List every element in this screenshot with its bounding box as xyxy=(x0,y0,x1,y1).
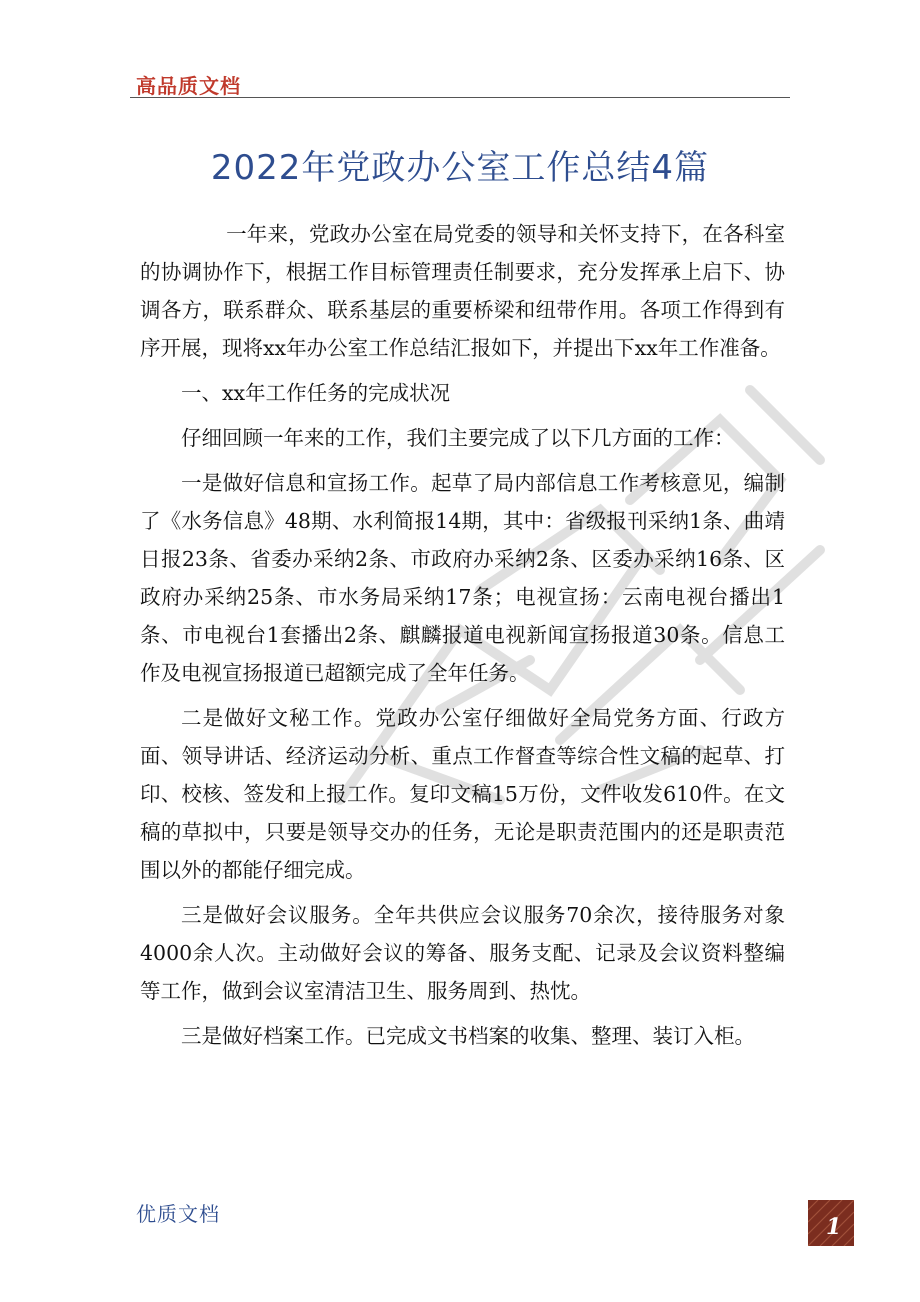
section-heading: 一、xx年工作任务的完成状况 xyxy=(181,381,451,405)
header-divider xyxy=(130,97,790,98)
paragraph: 一是做好信息和宣扬工作。起草了局内部信息工作考核意见，编制了《水务信息》48期、水利简报14期，其中：省级报刊采纳1条、曲靖日报23条、省委办采纳2条、市政府办采纳2条、区委办采纳16条、区政府办采纳25条、市水务局采纳17条；电视宣扬：云南电视台播出1条、市电视台1套播出2条、麒麟报道电视新闻宣扬报道30条。信息工作及电视宣扬报道已超额完成了全年任务。 xyxy=(140,471,785,685)
page-number: 1 xyxy=(826,1214,842,1240)
paragraph: 三是做好档案工作。已完成文书档案的收集、整理、装订入柜。 xyxy=(181,1024,755,1048)
paragraph-intro: 一年来，党政办公室在局党委的领导和关怀支持下，在各科室的协调协作下，根据工作目标管理责任制要求，充分发挥承上启下、协调各方，联系群众、联系基层的重要桥梁和纽带作用。各项工作得到有序开展，现将xx年办公室工作总结汇报如下，并提出下xx年工作准备。 xyxy=(140,222,785,360)
header-brand: 高品质文档 xyxy=(136,74,241,98)
paragraph: 三是做好会议服务。全年共供应会议服务70余次，接待服务对象4000余人次。主动做好会议的筹备、服务支配、记录及会议资料整编等工作，做到会议室清洁卫生、服务周到、热忱。 xyxy=(140,903,785,1003)
footer-brand: 优质文档 xyxy=(136,1202,220,1226)
paragraph: 仔细回顾一年来的工作，我们主要完成了以下几方面的工作： xyxy=(181,426,735,450)
page-title: 2022年党政办公室工作总结4篇 xyxy=(210,148,710,188)
paragraph: 二是做好文秘工作。党政办公室仔细做好全局党务方面、行政方面、领导讲话、经济运动分析、重点工作督查等综合性文稿的起草、打印、校核、签发和上报工作。复印文稿15万份，文件收发610件。在文稿的草拟中，只要是领导交办的任务，无论是职责范围内的还是职责范围以外的都能仔细完成。 xyxy=(140,706,785,882)
document-body xyxy=(140,215,785,1062)
